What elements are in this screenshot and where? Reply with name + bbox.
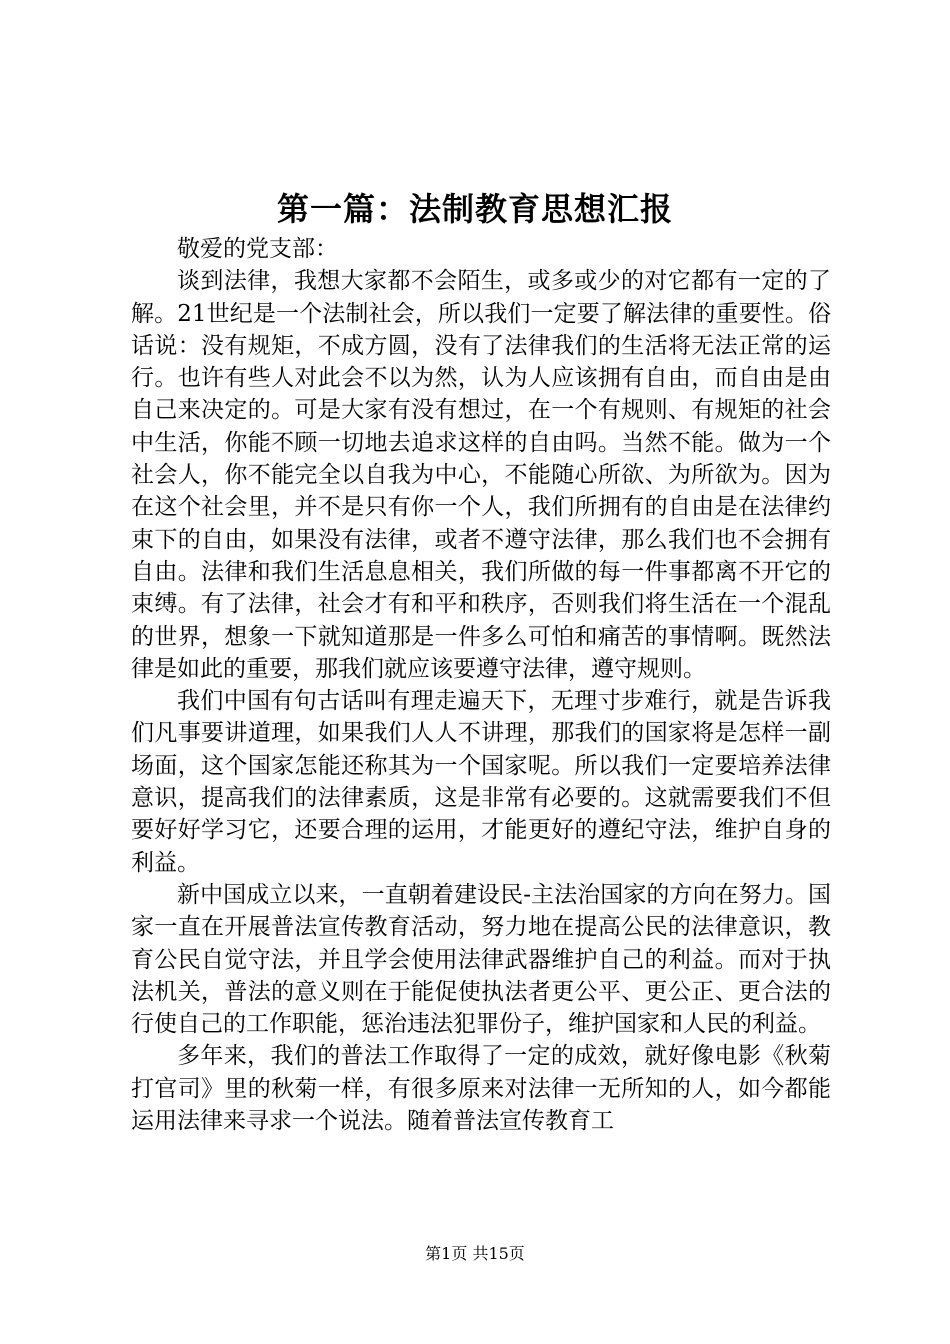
document-title: 第一篇：法制教育思想汇报 — [276, 190, 673, 228]
salutation: 敬爱的党支部： — [177, 236, 338, 262]
paragraph: 谈到法律，我想大家都不会陌生，或多或少的对它都有一定的了解。21世纪是一个法制社会，所以我们一定要了解法律的重要性。俗话说：没有规矩，不成方圆，没有了法律我们的生活将无法正常的运行。也许有些人对此会不以为然，认为人应该拥有自由，而自由是由自己来决定的。可是大家有没有想过，在一个有规则、有规矩的社会中生活，你能不顾一切地去追求这样的自由吗。当然不能。做为一个社会人，你不能完全以自我为中心，不能随心所欲、为所欲为。因为在这个社会里，并不是只有你一个人，我们所拥有的自由是在法律约束下的自由，如果没有法律，或者不遵守法律，那么我们也不会拥有自由。法律和我们生活息息相关，我们所做的每一件事都离不开它的束缚。有了法律，社会才有和平和秩序，否则我们将生活在一个混乱的世界，想象一下就知道那是一件多么可怕和痛苦的事情啊。既然法律是如此的重要，那我们就应该要遵守法律，遵守规则。 — [131, 268, 831, 682]
document-body — [131, 233, 831, 1137]
page-footer: 第1页 共15页 — [425, 1244, 525, 1263]
paragraph: 我们中国有句古话叫有理走遍天下，无理寸步难行，就是告诉我们凡事要讲道理，如果我们人人不讲理，那我们的国家将是怎样一副场面，这个国家怎能还称其为一个国家呢。所以我们一定要培养法律意识，提高我们的法律素质，这是非常有必要的。这就需要我们不但要好好学习它，还要合理的运用，才能更好的遵纪守法，维护自身的利益。 — [131, 688, 831, 876]
paragraph: 多年来，我们的普法工作取得了一定的成效，就好像电影《秋菊打官司》里的秋菊一样，有很多原来对法律一无所知的人，如今都能运用法律来寻求一个说法。随着普法宣传教育工 — [131, 1043, 831, 1135]
paragraph: 新中国成立以来，一直朝着建设民-主法治国家的方向在努力。国家一直在开展普法宣传教育活动，努力地在提高公民的法律意识，教育公民自觉守法，并且学会使用法律武器维护自己的利益。而对于执法机关，普法的意义则在于能促使执法者更公平、更公正、更合法的行使自己的工作职能，惩治违法犯罪份子，维护国家和人民的利益。 — [131, 881, 831, 1038]
